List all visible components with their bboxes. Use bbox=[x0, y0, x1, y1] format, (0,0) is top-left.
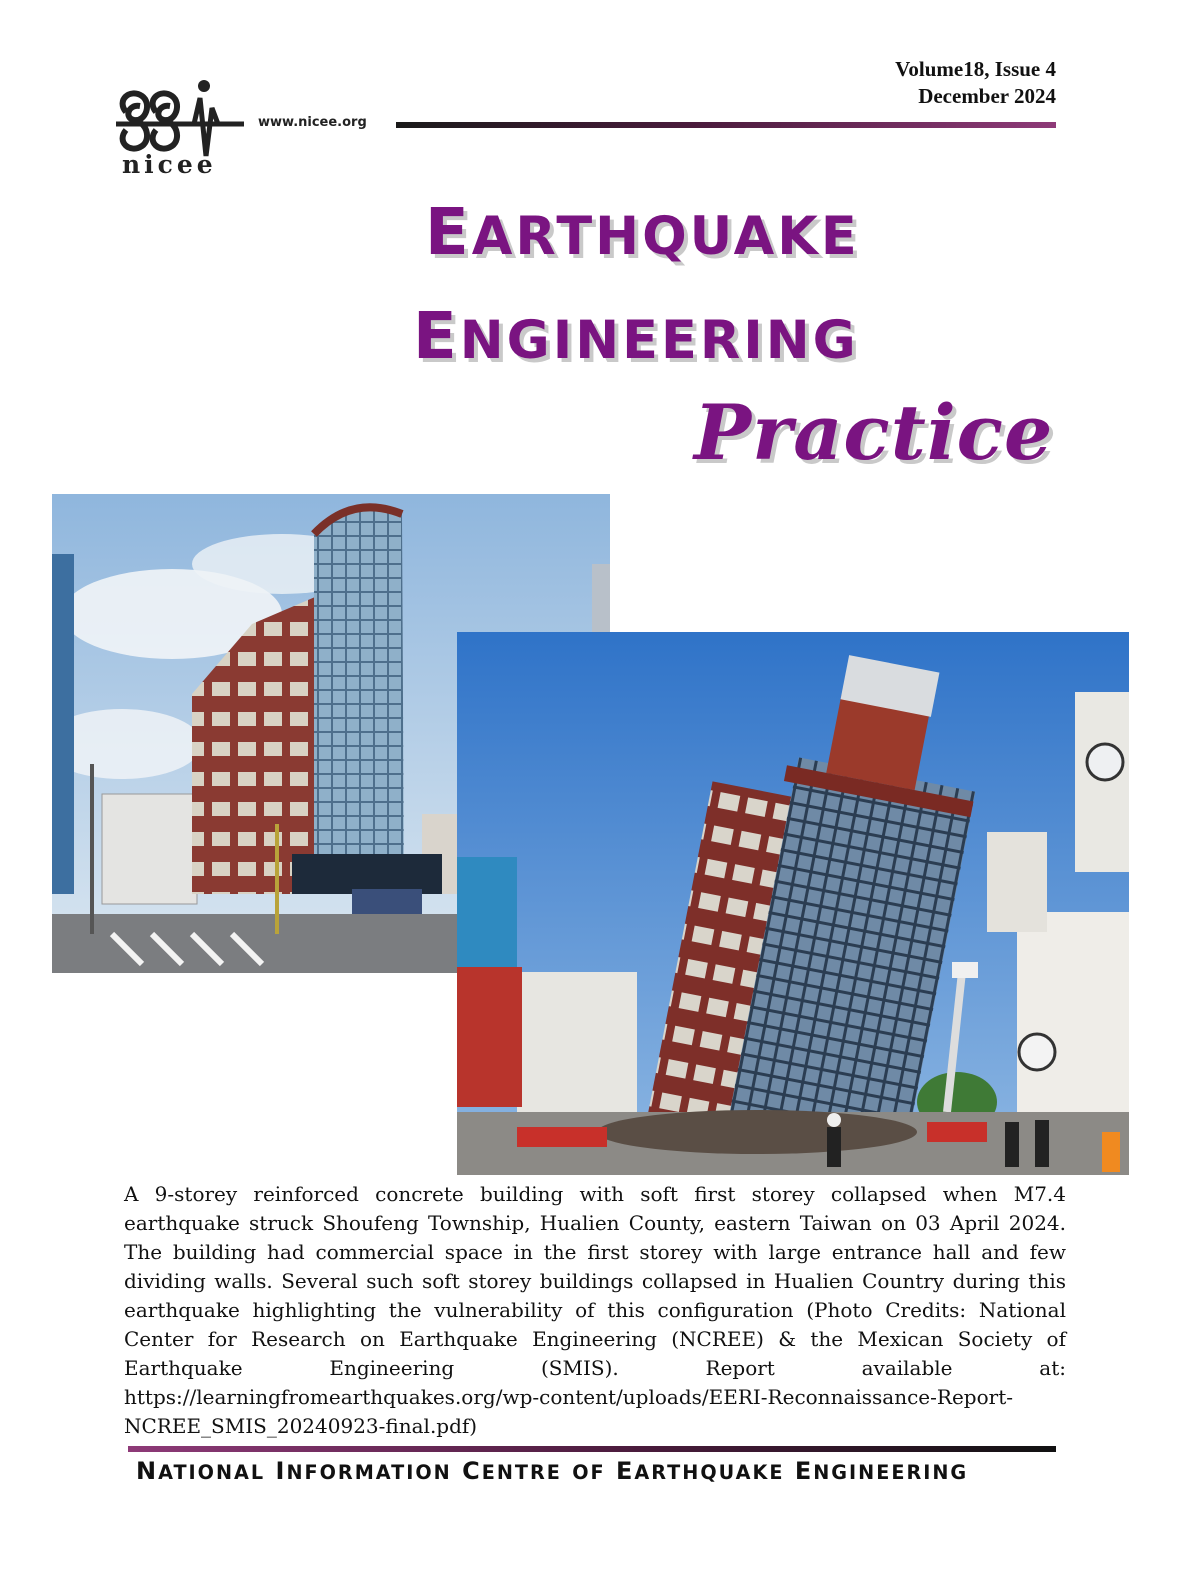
footer-rule bbox=[128, 1446, 1056, 1452]
issue-date: December 2024 bbox=[918, 84, 1056, 108]
title-line-engineering: ENGINEERING bbox=[413, 300, 859, 374]
logo-wordmark: nicee bbox=[122, 150, 217, 179]
title-line-practice: Practice bbox=[694, 388, 1054, 477]
website-url[interactable]: www.nicee.org bbox=[258, 115, 367, 130]
volume-issue: Volume18, Issue 4 bbox=[895, 57, 1056, 81]
photo-caption: A 9-storey reinforced concrete building with soft first storey collapsed when M7.4 earthquake struck Shoufeng Township, Hualien County, eastern Taiwan on 03 April 2024. The building had commercial space in the first storey with large entrance hall and few dividing walls. Several such soft storey buildings collapsed in Hualien Country during this earthquake highlighting the vulnerability of this configuration (Photo Credits: National Center for Research on Earthquake Engineering (NCREE) & the Mexican Society of Earthquake Engineering (SMIS). Report available at: https://learningfromearthquakes.org/wp-content/uploads/EERI-Reconnaissance-Report-NCREE_SMIS_20240923-final.pdf) bbox=[124, 1182, 1066, 1438]
issue-info bbox=[760, 56, 1056, 110]
collapsed-building-photo bbox=[457, 632, 1129, 1175]
title-line-earthquake: EARTHQUAKE bbox=[425, 196, 860, 270]
header-rule bbox=[396, 122, 1056, 128]
publisher-name: NATIONAL INFORMATION CENTRE OF EARTHQUAKE ENGINEERING bbox=[136, 1457, 969, 1485]
